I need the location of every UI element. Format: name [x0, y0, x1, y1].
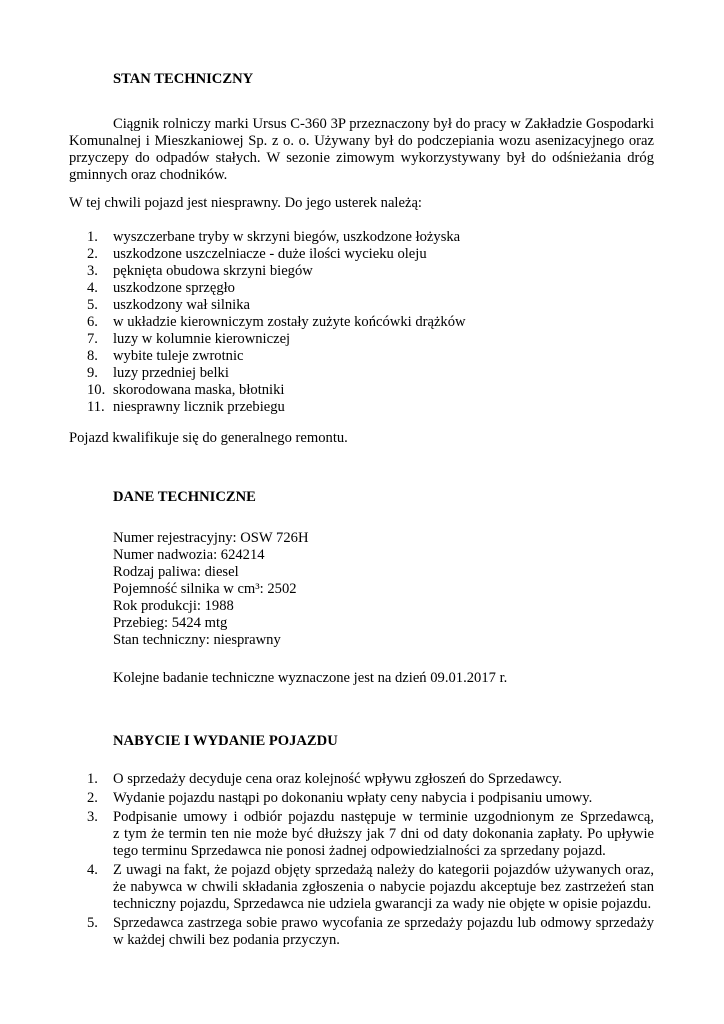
list-number: 2. [87, 246, 98, 262]
term-item [69, 790, 654, 807]
term-line: tego terminu Sprzedawca nie ponosi żadnej odpowiedzialności za sprzedany pojazd. [113, 843, 606, 859]
defects-intro [69, 195, 654, 212]
term-line: z tym że termin ten nie może być dłuższy jak 7 dni od daty dokonania zapłaty. Po upływie [113, 826, 654, 842]
list-number: 4. [87, 280, 98, 296]
technical-data-list [113, 530, 308, 649]
defect-item [69, 263, 669, 280]
paragraph-line: Pojazd kwalifikuje się do generalnego remontu. [69, 430, 348, 446]
term-item [69, 809, 654, 860]
conclusion-paragraph [69, 430, 654, 447]
list-number: 1. [87, 229, 98, 245]
terms-list [69, 771, 654, 951]
defect-item [69, 314, 669, 331]
term-text [113, 790, 654, 807]
term-line: Sprzedawca zastrzega sobie prawo wycofania ze sprzedaży pojazdu lub odmowy sprzedaży [113, 915, 654, 931]
list-number: 3. [87, 263, 98, 279]
paragraph-line: W tej chwili pojazd jest niesprawny. Do jego usterek należą: [69, 195, 422, 211]
technical-data-item: Rodzaj paliwa: diesel [113, 564, 239, 580]
list-number: 7. [87, 331, 98, 347]
defect-item [69, 382, 669, 399]
term-line: techniczny pojazdu, Sprzedawca nie udziela gwarancji za wady nie objęte w opisie pojazdu. [113, 896, 652, 912]
defect-text: wybite tuleje zwrotnic [113, 348, 244, 364]
defect-item [69, 246, 669, 263]
term-text [113, 809, 654, 860]
defect-item [69, 365, 669, 382]
list-number: 5. [87, 915, 98, 931]
list-number: 1. [87, 771, 98, 787]
defect-text: luzy przedniej belki [113, 365, 229, 381]
intro-paragraph [69, 116, 654, 184]
heading-dane-techniczne: DANE TECHNICZNE [113, 489, 256, 505]
defects-list [69, 229, 669, 416]
paragraph-line: Ciągnik rolniczy marki Ursus C-360 3P przeznaczony był do pracy w Zakładzie Gospodarki [113, 116, 654, 132]
defect-item [69, 297, 669, 314]
list-number: 3. [87, 809, 98, 825]
paragraph-line: Kolejne badanie techniczne wyznaczone jest na dzień 09.01.2017 r. [113, 670, 508, 686]
paragraph-line: gminnych oraz chodników. [69, 167, 228, 183]
term-text [113, 862, 654, 913]
term-text [113, 771, 654, 788]
defect-text: niesprawny licznik przebiegu [113, 399, 285, 415]
defect-text: uszkodzony wał silnika [113, 297, 250, 313]
defect-text: luzy w kolumnie kierowniczej [113, 331, 291, 347]
term-line: O sprzedaży decyduje cena oraz kolejność wpływu zgłoszeń do Sprzedawcy. [113, 771, 562, 787]
term-text [113, 915, 654, 949]
list-number: 11. [87, 399, 105, 415]
heading-stan-techniczny: STAN TECHNICZNY [113, 71, 254, 87]
list-number: 4. [87, 862, 98, 878]
heading-nabycie-i-wydanie: NABYCIE I WYDANIE POJAZDU [113, 733, 338, 749]
list-number: 9. [87, 365, 98, 381]
defect-item [69, 229, 669, 246]
technical-data-item: Pojemność silnika w cm³: 2502 [113, 581, 297, 597]
paragraph-line: przyczepy do odpadów stałych. W sezonie zimowym wykorzystywany był do odśnieżania dróg [69, 150, 654, 166]
technical-data-item: Stan techniczny: niesprawny [113, 632, 281, 648]
term-line: Z uwagi na fakt, że pojazd objęty sprzedażą należy do kategorii pojazdów używanych oraz, [113, 862, 654, 878]
technical-data-item: Numer rejestracyjny: OSW 726H [113, 530, 309, 546]
list-number: 10. [87, 382, 106, 398]
list-number: 2. [87, 790, 98, 806]
defect-item [69, 280, 669, 297]
defect-item [69, 399, 669, 416]
defect-text: w układzie kierowniczym zostały zużyte końcówki drążków [113, 314, 466, 330]
term-item [69, 771, 654, 788]
technical-data-item: Rok produkcji: 1988 [113, 598, 234, 614]
next-inspection-note [113, 670, 507, 687]
defect-text: skorodowana maska, błotniki [113, 382, 285, 398]
term-line: Wydanie pojazdu nastąpi po dokonaniu wpłaty ceny nabycia i podpisaniu umowy. [113, 790, 593, 806]
term-item [69, 915, 654, 949]
defect-text: wyszczerbane tryby w skrzyni biegów, uszkodzone łożyska [113, 229, 461, 245]
list-number: 6. [87, 314, 98, 330]
term-line: w każdej chwili bez podania przyczyn. [113, 932, 340, 948]
list-number: 8. [87, 348, 98, 364]
technical-data-item: Numer nadwozia: 624214 [113, 547, 265, 563]
defect-item [69, 331, 669, 348]
paragraph-line: Komunalnej i Mieszkaniowej Sp. z o. o. Używany był do podczepiania wozu asenizacyjnego oraz [69, 133, 654, 149]
defect-text: pęknięta obudowa skrzyni biegów [113, 263, 313, 279]
technical-data-item: Przebieg: 5424 mtg [113, 615, 228, 631]
term-line: że nabywca w chwili składania zgłoszenia o nabycie pojazdu akceptuje bez zastrzeżeń stan [113, 879, 654, 895]
term-line: Podpisanie umowy i odbiór pojazdu następuje w terminie uzgodnionym ze Sprzedawcą, [113, 809, 654, 825]
term-item [69, 862, 654, 913]
defect-text: uszkodzone sprzęgło [113, 280, 235, 296]
defect-item [69, 348, 669, 365]
defect-text: uszkodzone uszczelniacze - duże ilości wycieku oleju [113, 246, 427, 262]
list-number: 5. [87, 297, 98, 313]
